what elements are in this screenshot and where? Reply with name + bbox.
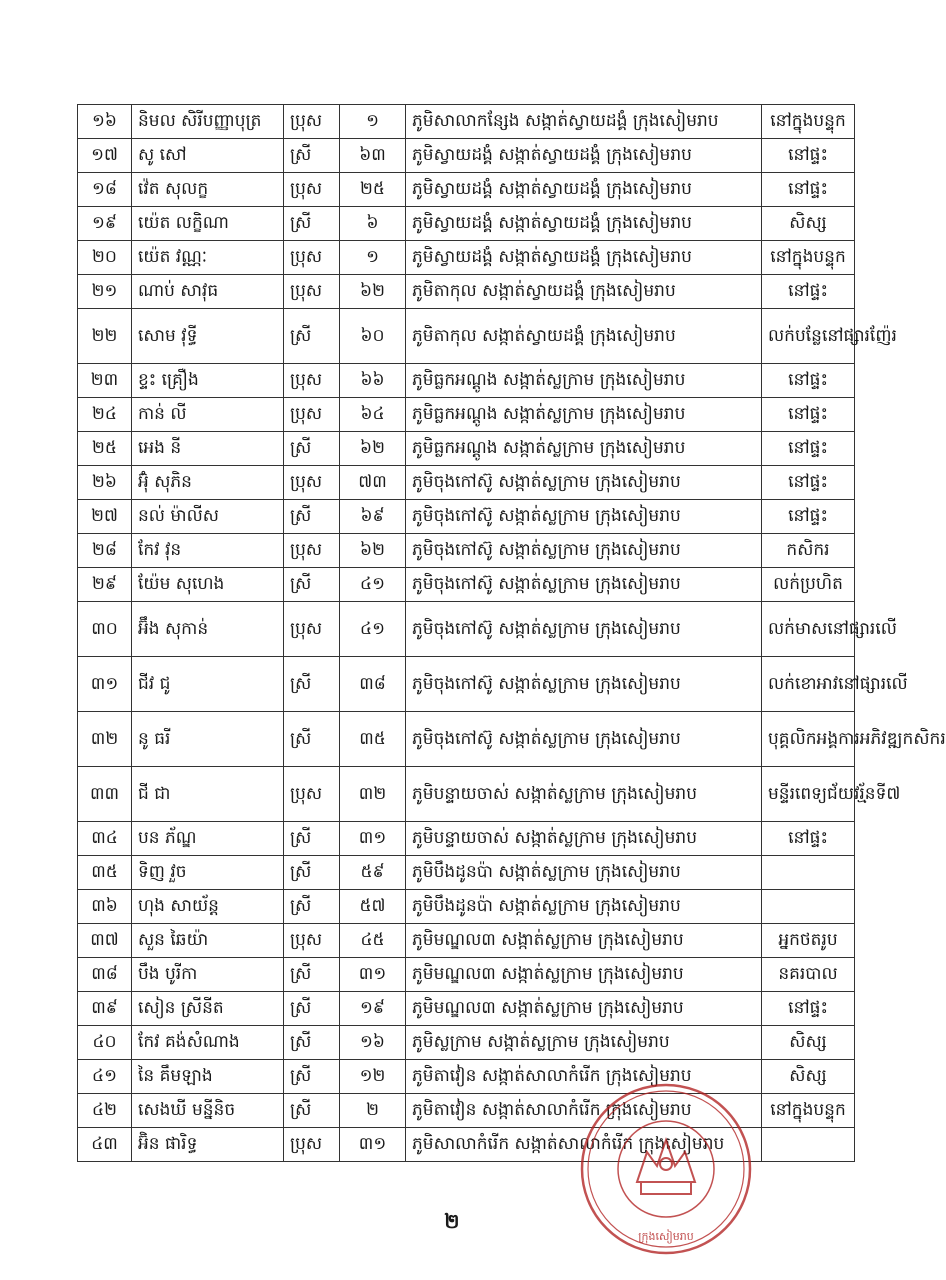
age-cell: ៦២	[340, 275, 406, 309]
row-number-cell: ២៣	[78, 364, 132, 398]
address-cell: ភូមិស្វាយដង្គំ សង្កាត់ស្វាយដង្គំ ក្រុងសៀមរាប	[406, 139, 762, 173]
age-cell: ៦២	[340, 432, 406, 466]
sex-cell: ប្រុស	[284, 767, 340, 822]
address-cell: ភូមិសាលាកំរើក សង្កាត់សាលាកំរើក ក្រុងសៀមរាប	[406, 1128, 762, 1162]
occupation-note-cell: នៅក្នុងបន្ទុក	[762, 105, 855, 139]
age-cell: ៦២	[340, 534, 406, 568]
person-name-cell: សួន ឆៃយ៉ា	[132, 924, 284, 958]
person-name-cell: ទិញ វួច	[132, 856, 284, 890]
row-number-cell: ៤៣	[78, 1128, 132, 1162]
age-cell: ១៦	[340, 1026, 406, 1060]
row-number-cell: ១៧	[78, 139, 132, 173]
person-name-cell: ជីវ ជូ	[132, 657, 284, 712]
age-cell: ៧៣	[340, 466, 406, 500]
table-row	[78, 924, 855, 958]
address-cell: ភូមិស្វាយដង្គំ សង្កាត់ស្វាយដង្គំ ក្រុងសៀមរាប	[406, 207, 762, 241]
person-name-cell: អេង នី	[132, 432, 284, 466]
person-name-cell: សូ សៅ	[132, 139, 284, 173]
address-cell: ភូមិមណ្ឌល៣ សង្កាត់ស្លក្រាម ក្រុងសៀមរាប	[406, 924, 762, 958]
age-cell: ៣៨	[340, 657, 406, 712]
sex-cell: ស្រី	[284, 568, 340, 602]
age-cell: ៥៩	[340, 856, 406, 890]
table-row	[78, 657, 855, 712]
row-number-cell: ២៩	[78, 568, 132, 602]
address-cell: ភូមិតាវៀន សង្កាត់សាលាកំរើក ក្រុងសៀមរាប	[406, 1094, 762, 1128]
address-cell: ភូមិបឹងដូនប៉ា សង្កាត់ស្លក្រាម ក្រុងសៀមរាប	[406, 890, 762, 924]
row-number-cell: ២២	[78, 309, 132, 364]
age-cell: ២៥	[340, 173, 406, 207]
roster-body	[78, 105, 946, 1162]
person-name-cell: អ៊ិន ផារិទ្ធ	[132, 1128, 284, 1162]
person-name-cell: អ៊ឹង សុកាន់	[132, 602, 284, 657]
occupation-note-cell: លក់បន្លែនៅផ្សារញ៉ែរ	[762, 309, 855, 364]
official-seal	[577, 1080, 755, 1258]
sex-cell: ស្រី	[284, 309, 340, 364]
sex-cell: ស្រី	[284, 890, 340, 924]
age-cell: ១៩	[340, 992, 406, 1026]
person-name-cell: នល់ ម៉ាលីស	[132, 500, 284, 534]
table-row	[78, 207, 855, 241]
sex-cell: ស្រី	[284, 1060, 340, 1094]
person-name-cell: សោម វុទ្ធី	[132, 309, 284, 364]
address-cell: ភូមិតាកុល សង្កាត់ស្វាយដង្គំ ក្រុងសៀមរាប	[406, 309, 762, 364]
table-row	[78, 856, 855, 890]
address-cell: ភូមិធ្លកអណ្តូង សង្កាត់ស្លក្រាម ក្រុងសៀមរាប	[406, 364, 762, 398]
row-number-cell: ៣៤	[78, 822, 132, 856]
table-row	[78, 139, 855, 173]
occupation-note-cell: សិស្ស	[762, 1060, 855, 1094]
sex-cell: ស្រី	[284, 822, 340, 856]
occupation-note-cell: បុគ្គលិកអង្គការអភិវឌ្ឍកសិករ	[762, 712, 855, 767]
address-cell: ភូមិចុងកៅស៊ូ សង្កាត់ស្លក្រាម ក្រុងសៀមរាប	[406, 466, 762, 500]
person-name-cell: ហុង សាយ័ន្ត	[132, 890, 284, 924]
row-number-cell: ៤០	[78, 1026, 132, 1060]
table-row	[78, 568, 855, 602]
row-number-cell: ២៧	[78, 500, 132, 534]
address-cell: ភូមិចុងកៅស៊ូ សង្កាត់ស្លក្រាម ក្រុងសៀមរាប	[406, 534, 762, 568]
age-cell: ៤៥	[340, 924, 406, 958]
row-number-cell: ៣៨	[78, 958, 132, 992]
occupation-note-cell: លក់មាសនៅផ្សារលើ	[762, 602, 855, 657]
address-cell: ភូមិមណ្ឌល៣ សង្កាត់ស្លក្រាម ក្រុងសៀមរាប	[406, 992, 762, 1026]
person-name-cell: បឹង បូរីកា	[132, 958, 284, 992]
occupation-note-cell: នៅផ្ទះ	[762, 364, 855, 398]
age-cell: ៦០	[340, 309, 406, 364]
age-cell: ៦៤	[340, 398, 406, 432]
address-cell: ភូមិបន្ទាយចាស់ សង្កាត់ស្លក្រាម ក្រុងសៀមរាប	[406, 822, 762, 856]
sex-cell: ស្រី	[284, 139, 340, 173]
occupation-note-cell: លក់ប្រហិត	[762, 568, 855, 602]
person-name-cell: អ៊ុំ សុភិន	[132, 466, 284, 500]
occupation-note-cell: នៅផ្ទះ	[762, 500, 855, 534]
sex-cell: ប្រុស	[284, 602, 340, 657]
person-name-cell: ខ្ទះ គ្រឿង	[132, 364, 284, 398]
address-cell: ភូមិស្វាយដង្គំ សង្កាត់ស្វាយដង្គំ ក្រុងសៀមរាប	[406, 241, 762, 275]
table-row	[78, 309, 855, 364]
sex-cell: ប្រុស	[284, 105, 340, 139]
row-number-cell: ២៦	[78, 466, 132, 500]
row-number-cell: ៣១	[78, 657, 132, 712]
sex-cell: ស្រី	[284, 856, 340, 890]
sex-cell: ស្រី	[284, 1094, 340, 1128]
age-cell: ៣១	[340, 958, 406, 992]
occupation-note-cell: នៅផ្ទះ	[762, 275, 855, 309]
occupation-note-cell: នៅផ្ទះ	[762, 139, 855, 173]
sex-cell: ប្រុស	[284, 466, 340, 500]
address-cell: ភូមិចុងកៅស៊ូ សង្កាត់ស្លក្រាម ក្រុងសៀមរាប	[406, 500, 762, 534]
table-row	[78, 767, 855, 822]
row-number-cell: ៤២	[78, 1094, 132, 1128]
occupation-note-cell	[762, 890, 855, 924]
age-cell: ៣១	[340, 1128, 406, 1162]
person-name-cell: ជី ជា	[132, 767, 284, 822]
age-cell: ៣១	[340, 822, 406, 856]
person-name-cell: យ៉េត លក្ខិណា	[132, 207, 284, 241]
row-number-cell: ៣៣	[78, 767, 132, 822]
table-row	[78, 602, 855, 657]
sex-cell: ប្រុស	[284, 1128, 340, 1162]
table-row	[78, 534, 855, 568]
row-number-cell: ៣៥	[78, 856, 132, 890]
table-row	[78, 275, 855, 309]
row-number-cell: ១៨	[78, 173, 132, 207]
occupation-note-cell: នគរបាល	[762, 958, 855, 992]
person-name-cell: យ៉េត វណ្ណៈ	[132, 241, 284, 275]
occupation-note-cell: នៅក្នុងបន្ទុក	[762, 241, 855, 275]
age-cell: ២	[340, 1094, 406, 1128]
sex-cell: ប្រុស	[284, 275, 340, 309]
row-number-cell: ១៩	[78, 207, 132, 241]
age-cell: ៦៦	[340, 364, 406, 398]
table-row	[78, 105, 855, 139]
person-name-cell: សេងឃី មន្នីនិច	[132, 1094, 284, 1128]
age-cell: ៥៧	[340, 890, 406, 924]
occupation-note-cell: សិស្ស	[762, 207, 855, 241]
address-cell: ភូមិធ្លកអណ្តូង សង្កាត់ស្លក្រាម ក្រុងសៀមរាប	[406, 398, 762, 432]
row-number-cell: ៣៦	[78, 890, 132, 924]
address-cell: ភូមិតាកុល សង្កាត់ស្វាយដង្គំ ក្រុងសៀមរាប	[406, 275, 762, 309]
sex-cell: ប្រុស	[284, 241, 340, 275]
address-cell: ភូមិចុងកៅស៊ូ សង្កាត់ស្លក្រាម ក្រុងសៀមរាប	[406, 712, 762, 767]
occupation-note-cell: មន្ទីរពេទ្យជ័យវរ្ម័នទី៧	[762, 767, 855, 822]
table-row	[78, 822, 855, 856]
table-row	[78, 466, 855, 500]
occupation-note-cell: នៅផ្ទះ	[762, 466, 855, 500]
address-cell: ភូមិបន្ទាយចាស់ សង្កាត់ស្លក្រាម ក្រុងសៀមរាប	[406, 767, 762, 822]
table-row	[78, 712, 855, 767]
person-name-cell: សៀន ស្រីនីត	[132, 992, 284, 1026]
row-number-cell: ២៤	[78, 398, 132, 432]
row-number-cell: ៤១	[78, 1060, 132, 1094]
age-cell: ៤១	[340, 568, 406, 602]
sex-cell: ប្រុស	[284, 924, 340, 958]
page-number: ២	[444, 1209, 460, 1233]
age-cell: ៦៩	[340, 500, 406, 534]
occupation-note-cell: កសិករ	[762, 534, 855, 568]
person-name-cell: កែវ គង់សំណាង	[132, 1026, 284, 1060]
table-row	[78, 958, 855, 992]
table-row	[78, 398, 855, 432]
sex-cell: ស្រី	[284, 657, 340, 712]
person-name-cell: និមល សិរីបញ្ញាបុត្រ	[132, 105, 284, 139]
sex-cell: ស្រី	[284, 500, 340, 534]
row-number-cell: ៣៧	[78, 924, 132, 958]
sex-cell: ស្រី	[284, 432, 340, 466]
sex-cell: ស្រី	[284, 207, 340, 241]
table-row	[78, 500, 855, 534]
person-name-cell: វ៉េត សុលក្ខ	[132, 173, 284, 207]
person-name-cell: ណាប់ សាវុធ	[132, 275, 284, 309]
row-number-cell: ២០	[78, 241, 132, 275]
sex-cell: ស្រី	[284, 1026, 340, 1060]
address-cell: ភូមិចុងកៅស៊ូ សង្កាត់ស្លក្រាម ក្រុងសៀមរាប	[406, 657, 762, 712]
address-cell: ភូមិចុងកៅស៊ូ សង្កាត់ស្លក្រាម ក្រុងសៀមរាប	[406, 568, 762, 602]
table-row	[78, 432, 855, 466]
age-cell: ៤១	[340, 602, 406, 657]
address-cell: ភូមិធ្លកអណ្តូង សង្កាត់ស្លក្រាម ក្រុងសៀមរាប	[406, 432, 762, 466]
sex-cell: ប្រុស	[284, 534, 340, 568]
person-name-cell: នូ ធរី	[132, 712, 284, 767]
address-cell: ភូមិសាលាកន្សែង សង្កាត់ស្វាយដង្គំ ក្រុងសៀមរាប	[406, 105, 762, 139]
sex-cell: ស្រី	[284, 712, 340, 767]
roster-table	[77, 104, 946, 1162]
address-cell: ភូមិស្វាយដង្គំ សង្កាត់ស្វាយដង្គំ ក្រុងសៀមរាប	[406, 173, 762, 207]
age-cell: ៣៥	[340, 712, 406, 767]
table-row	[78, 992, 855, 1026]
address-cell: ភូមិបឹងដូនប៉ា សង្កាត់ស្លក្រាម ក្រុងសៀមរាប	[406, 856, 762, 890]
age-cell: ១	[340, 105, 406, 139]
row-number-cell: ៣០	[78, 602, 132, 657]
row-number-cell: ២៨	[78, 534, 132, 568]
occupation-note-cell: នៅផ្ទះ	[762, 992, 855, 1026]
occupation-note-cell: លក់ខោអាវនៅផ្សារលើ	[762, 657, 855, 712]
occupation-note-cell: សិស្ស	[762, 1026, 855, 1060]
person-name-cell: នៃ គឹមឡាង	[132, 1060, 284, 1094]
sex-cell: ប្រុស	[284, 173, 340, 207]
person-name-cell: កាន់ លី	[132, 398, 284, 432]
age-cell: ១២	[340, 1060, 406, 1094]
person-name-cell: យ៉ែម សុហេង	[132, 568, 284, 602]
address-cell: ភូមិតាវៀន សង្កាត់សាលាកំរើក ក្រុងសៀមរាប	[406, 1060, 762, 1094]
table-row	[78, 241, 855, 275]
sex-cell: ស្រី	[284, 992, 340, 1026]
table-row	[78, 364, 855, 398]
sex-cell: ប្រុស	[284, 364, 340, 398]
age-cell: ១	[340, 241, 406, 275]
table-row	[78, 890, 855, 924]
occupation-note-cell	[762, 1128, 855, 1162]
address-cell: ភូមិស្លក្រាម សង្កាត់ស្លក្រាម ក្រុងសៀមរាប	[406, 1026, 762, 1060]
occupation-note-cell: នៅផ្ទះ	[762, 173, 855, 207]
age-cell: ៦៣	[340, 139, 406, 173]
row-number-cell: ២៥	[78, 432, 132, 466]
seal-text: ក្រុងសៀមរាប	[638, 1230, 694, 1243]
table-row	[78, 173, 855, 207]
occupation-note-cell: នៅផ្ទះ	[762, 432, 855, 466]
person-name-cell: បន ភ័ណ្ឌ	[132, 822, 284, 856]
table-row	[78, 1026, 855, 1060]
occupation-note-cell: នៅផ្ទះ	[762, 398, 855, 432]
sex-cell: ស្រី	[284, 958, 340, 992]
age-cell: ៦	[340, 207, 406, 241]
person-name-cell: កែវ វុន	[132, 534, 284, 568]
row-number-cell: ២១	[78, 275, 132, 309]
row-number-cell: ១៦	[78, 105, 132, 139]
address-cell: ភូមិចុងកៅស៊ូ សង្កាត់ស្លក្រាម ក្រុងសៀមរាប	[406, 602, 762, 657]
address-cell: ភូមិមណ្ឌល៣ សង្កាត់ស្លក្រាម ក្រុងសៀមរាប	[406, 958, 762, 992]
sex-cell: ប្រុស	[284, 398, 340, 432]
age-cell: ៣២	[340, 767, 406, 822]
row-number-cell: ៣២	[78, 712, 132, 767]
occupation-note-cell: នៅក្នុងបន្ទុក	[762, 1094, 855, 1128]
occupation-note-cell: នៅផ្ទះ	[762, 822, 855, 856]
occupation-note-cell: អ្នកថតរូប	[762, 924, 855, 958]
occupation-note-cell	[762, 856, 855, 890]
row-number-cell: ៣៩	[78, 992, 132, 1026]
